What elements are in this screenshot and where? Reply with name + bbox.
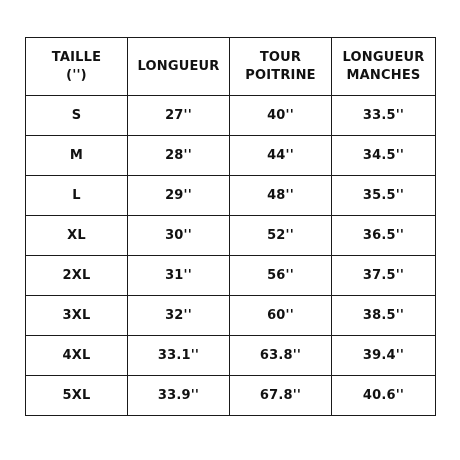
header-tour-poitrine: [230, 38, 332, 96]
cell-tour-poitrine: 44'': [230, 136, 332, 176]
cell-size: M: [26, 136, 128, 176]
cell-longueur-manches: 39.4'': [332, 336, 436, 376]
cell-size: S: [26, 96, 128, 136]
header-row: [26, 38, 436, 96]
table-row: [26, 216, 436, 256]
table-header: [26, 38, 436, 96]
cell-longueur-manches: 36.5'': [332, 216, 436, 256]
cell-tour-poitrine: 56'': [230, 256, 332, 296]
cell-longueur: 31'': [128, 256, 230, 296]
cell-longueur: 33.1'': [128, 336, 230, 376]
cell-tour-poitrine: 60'': [230, 296, 332, 336]
header-taille-line-2: (''): [66, 67, 87, 83]
cell-longueur-manches: 33.5'': [332, 96, 436, 136]
cell-size: 4XL: [26, 336, 128, 376]
cell-size: L: [26, 176, 128, 216]
header-taille-line-1: TAILLE: [51, 49, 102, 65]
table-row: [26, 136, 436, 176]
cell-longueur-manches: 34.5'': [332, 136, 436, 176]
cell-size: 5XL: [26, 376, 128, 416]
cell-size: 3XL: [26, 296, 128, 336]
table-body: [26, 96, 436, 416]
cell-size: 2XL: [26, 256, 128, 296]
header-taille: [26, 38, 128, 96]
header-longueur-manches-line-2: MANCHES: [346, 67, 421, 83]
table-row: [26, 256, 436, 296]
cell-size: XL: [26, 216, 128, 256]
header-longueur-manches: [332, 38, 436, 96]
cell-longueur: 30'': [128, 216, 230, 256]
header-longueur-line-1: LONGUEUR: [137, 58, 220, 74]
table-row: [26, 96, 436, 136]
cell-longueur-manches: 35.5'': [332, 176, 436, 216]
table-row: [26, 296, 436, 336]
header-tour-poitrine-line-2: POITRINE: [245, 67, 316, 83]
table-row: [26, 336, 436, 376]
cell-longueur-manches: 40.6'': [332, 376, 436, 416]
cell-tour-poitrine: 63.8'': [230, 336, 332, 376]
cell-tour-poitrine: 52'': [230, 216, 332, 256]
size-chart-table: [25, 37, 436, 416]
cell-longueur: 32'': [128, 296, 230, 336]
cell-longueur: 28'': [128, 136, 230, 176]
header-longueur-manches-line-1: LONGUEUR: [342, 49, 425, 65]
cell-longueur: 33.9'': [128, 376, 230, 416]
cell-longueur-manches: 37.5'': [332, 256, 436, 296]
cell-tour-poitrine: 67.8'': [230, 376, 332, 416]
cell-longueur-manches: 38.5'': [332, 296, 436, 336]
cell-tour-poitrine: 40'': [230, 96, 332, 136]
cell-longueur: 27'': [128, 96, 230, 136]
cell-longueur: 29'': [128, 176, 230, 216]
cell-tour-poitrine: 48'': [230, 176, 332, 216]
table-row: [26, 176, 436, 216]
table-row: [26, 376, 436, 416]
header-tour-poitrine-line-1: TOUR: [259, 49, 302, 65]
header-longueur: [128, 38, 230, 96]
